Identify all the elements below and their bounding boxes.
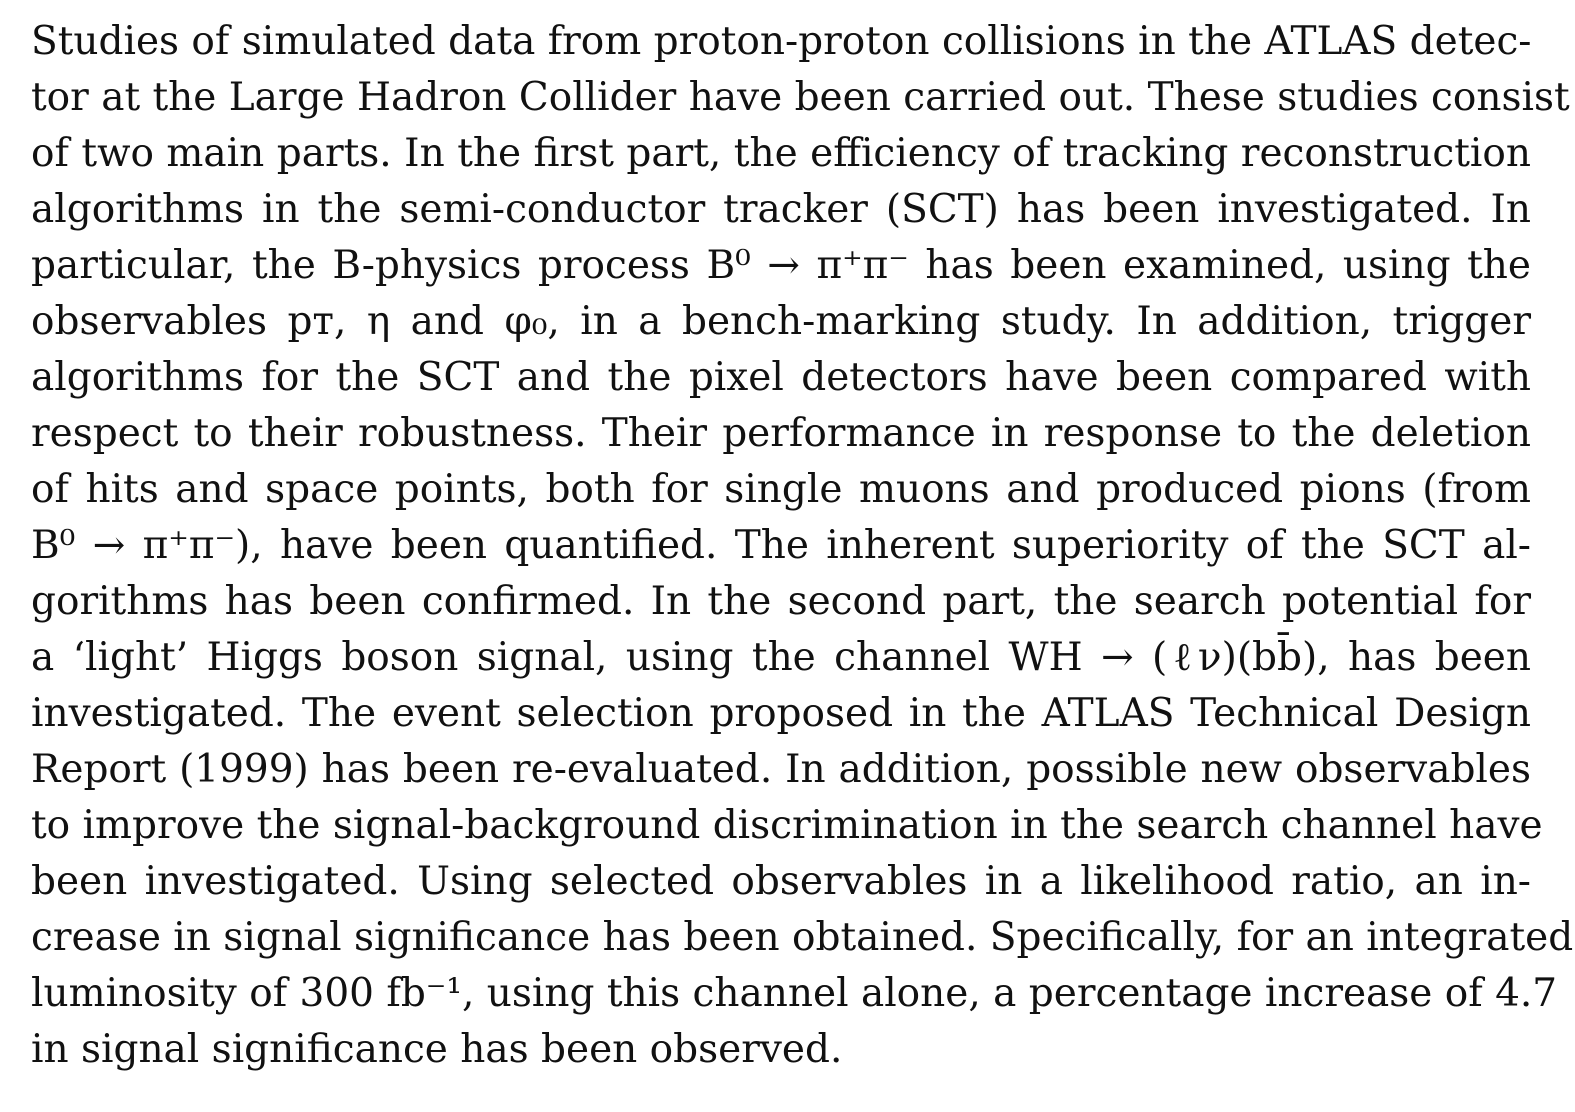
text-line: luminosity of 300 fb⁻¹, using this channel alone, a percentage increase of 4.7 [31, 971, 1558, 1016]
text-line: respect to their robustness. Their performance in response to the deletion [31, 411, 1531, 456]
text-line: crease in signal significance has been obtained. Specifically, for an integrated [31, 915, 1574, 960]
text-line: gorithms has been confirmed. In the second part, the search potential for [31, 579, 1531, 624]
text-line: of hits and space points, both for single muons and produced pions (from [31, 467, 1531, 512]
text-line: to improve the signal-background discrimination in the search channel have [31, 803, 1543, 848]
text-line: in signal significance has been observed. [31, 1027, 843, 1072]
text-line: algorithms for the SCT and the pixel detectors have been compared with [31, 355, 1531, 400]
text-line: Report (1999) has been re-evaluated. In addition, possible new observables [31, 747, 1531, 792]
text-line: B⁰ → π⁺π⁻), have been quantified. The inherent superiority of the SCT al- [31, 523, 1531, 568]
text-line: been investigated. Using selected observables in a likelihood ratio, an in- [31, 859, 1531, 904]
text-line: observables pᴛ, η and φ₀, in a bench-marking study. In addition, trigger [31, 299, 1531, 344]
text-line: of two main parts. In the first part, the efficiency of tracking reconstruction [31, 131, 1531, 176]
text-line: tor at the Large Hadron Collider have been carried out. These studies consist [31, 75, 1570, 120]
text-line: Studies of simulated data from proton-proton collisions in the ATLAS detec- [31, 19, 1532, 64]
text-line: particular, the B-physics process B⁰ → π⁺π⁻ has been examined, using the [31, 243, 1531, 288]
text-line: algorithms in the semi-conductor tracker (SCT) has been investigated. In [31, 187, 1531, 232]
abstract-text [31, 14, 1574, 1078]
text-line: investigated. The event selection proposed in the ATLAS Technical Design [31, 691, 1531, 736]
text-line: a ‘light’ Higgs boson signal, using the channel WH → (ℓν)(bb̄), has been [31, 635, 1531, 680]
